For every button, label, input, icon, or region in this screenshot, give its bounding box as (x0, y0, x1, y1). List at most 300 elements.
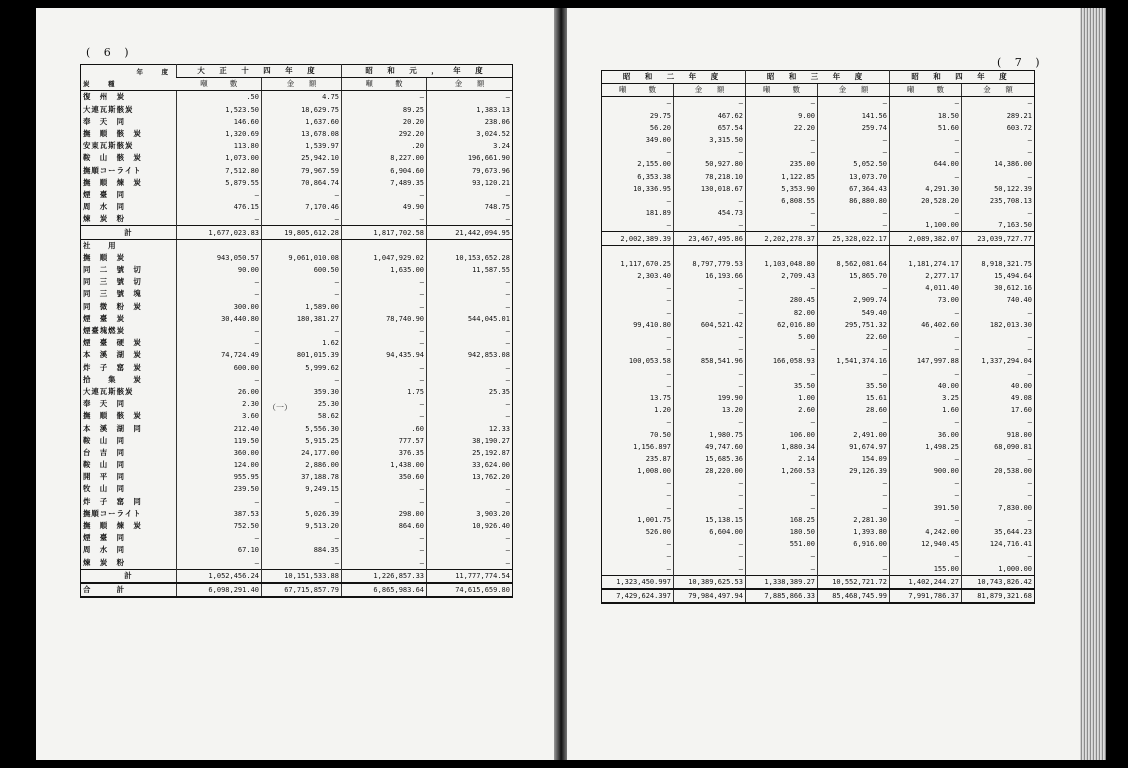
value-cell: — (746, 563, 818, 576)
value-cell: 1,980.75 (674, 428, 746, 440)
value-cell: — (962, 550, 1035, 562)
value-cell: — (890, 207, 962, 219)
value-cell: — (890, 416, 962, 428)
value-cell: — (890, 331, 962, 343)
value-cell: 37,188.78 (262, 471, 342, 483)
value-cell: 25.35 (427, 386, 513, 398)
left-page (36, 8, 554, 760)
table-row (602, 158, 1035, 170)
value-cell: — (674, 331, 746, 343)
value-cell: 18,629.75 (262, 104, 342, 116)
value-cell: 600.00 (177, 362, 262, 374)
value-cell: — (427, 544, 513, 556)
subtotal-row (602, 575, 1035, 589)
coal-type-label: 鞍 山 骸 炭 (83, 153, 142, 163)
table-row (81, 165, 513, 177)
value-cell: 5,026.39 (262, 508, 342, 520)
value-cell: 155.00 (890, 563, 962, 576)
table-row (81, 374, 513, 386)
value-cell: 1,100.00 (890, 219, 962, 232)
table-row (602, 489, 1035, 501)
value-cell: 349.00 (645, 136, 671, 145)
value-cell: — (818, 502, 890, 514)
value-cell: 350.60 (342, 471, 427, 483)
grand-total-value: 81,879,321.68 (962, 589, 1035, 603)
value-cell: 18.50 (890, 110, 962, 122)
value-cell: — (342, 213, 427, 226)
table-row (602, 134, 1035, 146)
value-cell: — (342, 91, 427, 104)
coal-type-label: 周 水 同 (83, 202, 125, 212)
table-row (602, 343, 1035, 355)
value-cell: 113.80 (177, 140, 262, 152)
coal-type-label: 台 吉 同 (83, 447, 125, 457)
coal-type-label: 本 溪 湖 炭 (83, 350, 142, 360)
value-cell: — (818, 97, 890, 110)
column-header: 金 額 (674, 84, 746, 97)
value-cell: — (890, 97, 962, 110)
table-row (602, 404, 1035, 416)
value-cell: 7,163.50 (962, 219, 1035, 232)
column-header-row (602, 84, 1035, 97)
value-cell: 166,058.93 (746, 355, 818, 367)
value-cell: 9,061,010.08 (262, 252, 342, 264)
value-cell: 5,052.50 (818, 158, 890, 170)
coal-type-label: 煙 臺 同 (83, 533, 125, 543)
value-cell: 168.25 (746, 514, 818, 526)
table-row (602, 392, 1035, 404)
value-cell: 1,320.69 (177, 128, 262, 140)
value-cell: 3.24 (427, 140, 513, 152)
value-cell: 300.00 (177, 301, 262, 313)
right-page (567, 8, 1080, 760)
value-cell: — (262, 325, 342, 337)
value-cell (342, 239, 427, 252)
value-cell: 6,353.38 (637, 172, 671, 181)
value-cell: 476.15 (177, 201, 262, 213)
value-cell: — (962, 307, 1035, 319)
table-row (602, 183, 1035, 195)
value-cell: 1,383.13 (427, 104, 513, 116)
value-cell: 141.56 (818, 110, 890, 122)
subtotal-value: 1,323,450.997 (602, 575, 674, 589)
coal-type-label: 鞍 山 同 (83, 460, 125, 470)
value-cell: 3.60 (177, 410, 262, 422)
value-cell: 100,053.58 (628, 357, 671, 366)
value-cell: — (674, 550, 746, 562)
value-cell: 180,381.27 (262, 313, 342, 325)
column-header: 金 額 (262, 78, 342, 91)
spacer-row (602, 245, 1035, 258)
value-cell: 2,155.00 (637, 160, 671, 169)
value-cell: — (262, 213, 342, 226)
value-cell: 70.50 (649, 430, 671, 439)
subtotal-value: 10,743,826.42 (962, 575, 1035, 589)
table-row (81, 447, 513, 459)
value-cell: 8,797,779.53 (674, 258, 746, 270)
table-row (602, 538, 1035, 550)
value-cell: 3,315.50 (674, 134, 746, 146)
value-cell: — (427, 337, 513, 349)
value-cell: — (666, 552, 671, 561)
value-cell: 124,716.41 (962, 538, 1035, 550)
value-cell: 74,724.49 (177, 349, 262, 361)
value-cell: 1,117,670.25 (620, 259, 671, 268)
value-cell: .20 (342, 140, 427, 152)
value-cell: 1,438.00 (342, 459, 427, 471)
value-cell: — (962, 171, 1035, 183)
value-cell: — (262, 189, 342, 201)
value-cell: 1,635.00 (342, 264, 427, 276)
value-cell: — (666, 418, 671, 427)
value-cell: — (674, 380, 746, 392)
value-cell: 9,249.15 (262, 483, 342, 495)
value-cell: 29,126.39 (818, 465, 890, 477)
value-cell: 40.00 (962, 380, 1035, 392)
value-cell: 864.60 (342, 520, 427, 532)
value-cell: — (427, 213, 513, 226)
value-cell: — (818, 477, 890, 489)
value-cell: — (962, 97, 1035, 110)
grand-total-value: 6,098,291.40 (177, 583, 262, 597)
coal-type-label: 煉 炭 粉 (83, 557, 125, 567)
value-cell: — (818, 416, 890, 428)
margin-note: （一） (268, 403, 292, 412)
table-row (81, 301, 513, 313)
value-cell: 13,678.08 (262, 128, 342, 140)
value-cell: — (890, 514, 962, 526)
value-cell: 777.57 (342, 435, 427, 447)
coal-type-label: 煉 炭 粉 (83, 214, 125, 224)
value-cell: 526.00 (645, 528, 671, 537)
grand-total-value: 67,715,857.79 (262, 583, 342, 597)
value-cell: .50 (177, 91, 262, 104)
value-cell: 56.20 (649, 123, 671, 132)
value-cell: 549.40 (818, 307, 890, 319)
value-cell: — (890, 368, 962, 380)
page-edges (1080, 8, 1106, 760)
value-cell: 36.00 (890, 428, 962, 440)
value-cell: — (674, 195, 746, 207)
value-cell: 78,218.10 (674, 171, 746, 183)
value-cell (674, 245, 746, 258)
value-cell: — (962, 331, 1035, 343)
value-cell: — (674, 343, 746, 355)
value-cell: 8,918,321.75 (962, 258, 1035, 270)
value-cell: — (342, 301, 427, 313)
coal-type-label: 煙 臺 同 (83, 189, 125, 199)
value-cell: — (674, 477, 746, 489)
table-row (602, 355, 1035, 367)
value-cell: 12.33 (427, 422, 513, 434)
value-cell: 40.00 (890, 380, 962, 392)
value-cell: — (818, 146, 890, 158)
value-cell: .60 (342, 422, 427, 434)
coal-type-label: 撫順コーライト (83, 165, 142, 175)
value-cell: — (674, 307, 746, 319)
column-header: 金 額 (818, 84, 890, 97)
subtotal-value: 23,039,727.77 (962, 232, 1035, 245)
value-cell: — (746, 343, 818, 355)
value-cell: — (666, 345, 671, 354)
table-row (81, 532, 513, 544)
value-cell: — (177, 532, 262, 544)
value-cell: — (674, 502, 746, 514)
table-row (602, 207, 1035, 219)
value-cell: 9.00 (746, 110, 818, 122)
value-cell: 1,393.80 (818, 526, 890, 538)
table-row (81, 349, 513, 361)
table-row (602, 477, 1035, 489)
table-row (602, 380, 1035, 392)
value-cell: 20,538.00 (962, 465, 1035, 477)
value-cell: 2,886.00 (262, 459, 342, 471)
table-row (602, 171, 1035, 183)
value-cell: — (746, 146, 818, 158)
value-cell: 17.60 (962, 404, 1035, 416)
coal-type-label: 撫順コーライト (83, 508, 142, 518)
value-cell: — (674, 219, 746, 232)
value-cell: 10,926.40 (427, 520, 513, 532)
value-cell: 6,904.60 (342, 165, 427, 177)
value-cell: — (746, 489, 818, 501)
table-row (602, 428, 1035, 440)
value-cell: — (746, 97, 818, 110)
value-cell: — (427, 374, 513, 386)
value-cell: — (177, 557, 262, 570)
value-cell (262, 239, 342, 252)
value-cell: 259.74 (818, 122, 890, 134)
coal-type-label: 同 三 號 塊 (83, 289, 142, 299)
value-cell: 86,880.80 (818, 195, 890, 207)
value-cell: 15,138.15 (674, 514, 746, 526)
value-cell: 858,541.96 (674, 355, 746, 367)
value-cell (818, 245, 890, 258)
value-cell: 51.60 (890, 122, 962, 134)
value-cell: — (890, 453, 962, 465)
value-cell: 376.35 (342, 447, 427, 459)
subtotal-label: 計 (81, 569, 177, 583)
table-row (81, 362, 513, 374)
value-cell: 35,644.23 (962, 526, 1035, 538)
value-cell: — (666, 333, 671, 342)
year-header: 大 正 十 四 年 度 (177, 65, 342, 78)
value-cell: 130,018.67 (674, 183, 746, 195)
value-cell: — (666, 221, 671, 230)
value-cell: 6,916.00 (818, 538, 890, 550)
subtotal-value: 2,202,278.37 (746, 232, 818, 245)
value-cell: — (746, 219, 818, 232)
corner-cell (81, 65, 177, 91)
coal-type-label: 安東瓦斯骸炭 (83, 141, 134, 151)
page-number-left: ( 6 ) (86, 46, 134, 59)
value-cell: — (427, 496, 513, 508)
value-cell: 955.95 (177, 471, 262, 483)
value-cell: — (962, 207, 1035, 219)
table-row (602, 195, 1035, 207)
value-cell: 13,762.20 (427, 471, 513, 483)
value-cell: — (746, 368, 818, 380)
coal-type-label: 大連瓦斯骸炭 (83, 104, 134, 114)
value-cell: 454.73 (674, 207, 746, 219)
value-cell: — (427, 91, 513, 104)
subtotal-value: 1,226,857.33 (342, 569, 427, 583)
table-row (81, 435, 513, 447)
coal-type-label: 撫 順 炭 (83, 252, 125, 262)
subtotal-row (602, 232, 1035, 245)
table-row (81, 152, 513, 164)
grand-total-row (602, 589, 1035, 603)
value-cell: — (890, 134, 962, 146)
value-cell: 391.50 (890, 502, 962, 514)
value-cell: 7,512.80 (177, 165, 262, 177)
value-cell: — (674, 146, 746, 158)
table-row (81, 496, 513, 508)
value-cell: 6,604.00 (674, 526, 746, 538)
value-cell: — (342, 532, 427, 544)
value-cell: 35.50 (818, 380, 890, 392)
value-cell: 1,260.53 (746, 465, 818, 477)
value-cell: 298.00 (342, 508, 427, 520)
value-cell: 49,747.60 (674, 441, 746, 453)
value-cell: 2.30 (177, 398, 262, 410)
value-cell: — (746, 134, 818, 146)
grand-total-label: 合 計 (81, 583, 177, 597)
value-cell: 943,050.57 (177, 252, 262, 264)
value-cell: 238.06 (427, 116, 513, 128)
value-cell: 5,556.30 (262, 422, 342, 434)
value-cell: 93,120.21 (427, 177, 513, 189)
value-cell: — (177, 337, 262, 349)
value-cell: 22.60 (818, 331, 890, 343)
value-cell: 8,227.00 (342, 152, 427, 164)
page-number-right: ( 7 ) (997, 56, 1045, 69)
value-cell: 28.60 (818, 404, 890, 416)
coal-type-label: 拾 集 炭 (83, 374, 142, 384)
value-cell: — (674, 416, 746, 428)
table-row (81, 128, 513, 140)
value-cell: — (342, 276, 427, 288)
value-cell: — (746, 550, 818, 562)
table-row (81, 544, 513, 556)
table-row (602, 307, 1035, 319)
value-cell: 740.40 (962, 294, 1035, 306)
table-row (602, 368, 1035, 380)
value-cell: 79,967.59 (262, 165, 342, 177)
value-cell: 73.00 (890, 294, 962, 306)
value-cell: 544,045.01 (427, 313, 513, 325)
value-cell: 14,386.00 (962, 158, 1035, 170)
value-cell: — (666, 503, 671, 512)
value-cell: — (427, 325, 513, 337)
value-cell: — (890, 307, 962, 319)
value-cell: — (818, 134, 890, 146)
value-cell: — (177, 288, 262, 300)
value-cell: 292.20 (342, 128, 427, 140)
value-cell: — (427, 532, 513, 544)
value-cell: — (666, 296, 671, 305)
value-cell: 5.00 (746, 331, 818, 343)
table-row (81, 140, 513, 152)
table-row (81, 398, 513, 410)
value-cell: 2.60 (746, 404, 818, 416)
value-cell: — (962, 146, 1035, 158)
subtotal-row (81, 569, 513, 583)
table-row (81, 288, 513, 300)
right-coal-table (601, 70, 1035, 604)
value-cell: 239.50 (177, 483, 262, 495)
value-cell: — (342, 337, 427, 349)
value-cell: 50,927.80 (674, 158, 746, 170)
value-cell: — (262, 532, 342, 544)
table-row (602, 146, 1035, 158)
value-cell: 13.75 (649, 393, 671, 402)
value-cell: 1,541,374.16 (818, 355, 890, 367)
coal-type-label: 撫 順 骸 炭 (83, 129, 142, 139)
coal-type-label: 同 二 號 切 (83, 265, 142, 275)
column-header: 噸 數 (890, 84, 962, 97)
value-cell: 89.25 (342, 104, 427, 116)
value-cell: — (890, 343, 962, 355)
year-header: 昭 和 元 ， 年 度 (342, 65, 513, 78)
value-cell: 26.00 (177, 386, 262, 398)
value-cell: 4.75 (262, 91, 342, 104)
grand-total-value: 74,615,659.80 (427, 583, 513, 597)
value-cell: — (262, 374, 342, 386)
value-cell: — (962, 453, 1035, 465)
value-cell: — (427, 276, 513, 288)
column-header: 金 額 (427, 78, 513, 91)
value-cell: 1.62 (262, 337, 342, 349)
table-row (602, 502, 1035, 514)
subtotal-value: 23,467,495.86 (674, 232, 746, 245)
value-cell (602, 245, 674, 258)
coal-type-label: 奉 天 同 (83, 116, 125, 126)
table-row (602, 331, 1035, 343)
value-cell: 1,001.75 (637, 515, 671, 524)
value-cell: 1,047,929.02 (342, 252, 427, 264)
value-cell: — (818, 550, 890, 562)
value-cell: 604,521.42 (674, 319, 746, 331)
value-cell: — (262, 496, 342, 508)
value-cell: 67,364.43 (818, 183, 890, 195)
value-cell: — (666, 564, 671, 573)
value-cell: — (746, 477, 818, 489)
value-cell: — (177, 213, 262, 226)
table-row (81, 116, 513, 128)
subtotal-value: 10,151,533.88 (262, 569, 342, 583)
value-cell: 359.30 (262, 386, 342, 398)
value-cell (427, 239, 513, 252)
value-cell: 7,170.46 (262, 201, 342, 213)
value-cell: 78,740.90 (342, 313, 427, 325)
value-cell: — (666, 148, 671, 157)
value-cell: 4,242.00 (890, 526, 962, 538)
grand-total-value: 7,991,786.37 (890, 589, 962, 603)
value-cell: — (262, 288, 342, 300)
value-cell: 752.50 (177, 520, 262, 532)
value-cell: 551.00 (746, 538, 818, 550)
table-row (81, 410, 513, 422)
value-cell: 35.50 (746, 380, 818, 392)
value-cell: — (818, 489, 890, 501)
coal-type-label: 撫 順 骸 炭 (83, 411, 142, 421)
table-row (81, 483, 513, 495)
value-cell: 30,612.16 (962, 282, 1035, 294)
value-cell: — (962, 368, 1035, 380)
table-row (602, 441, 1035, 453)
value-cell: 3,903.20 (427, 508, 513, 520)
